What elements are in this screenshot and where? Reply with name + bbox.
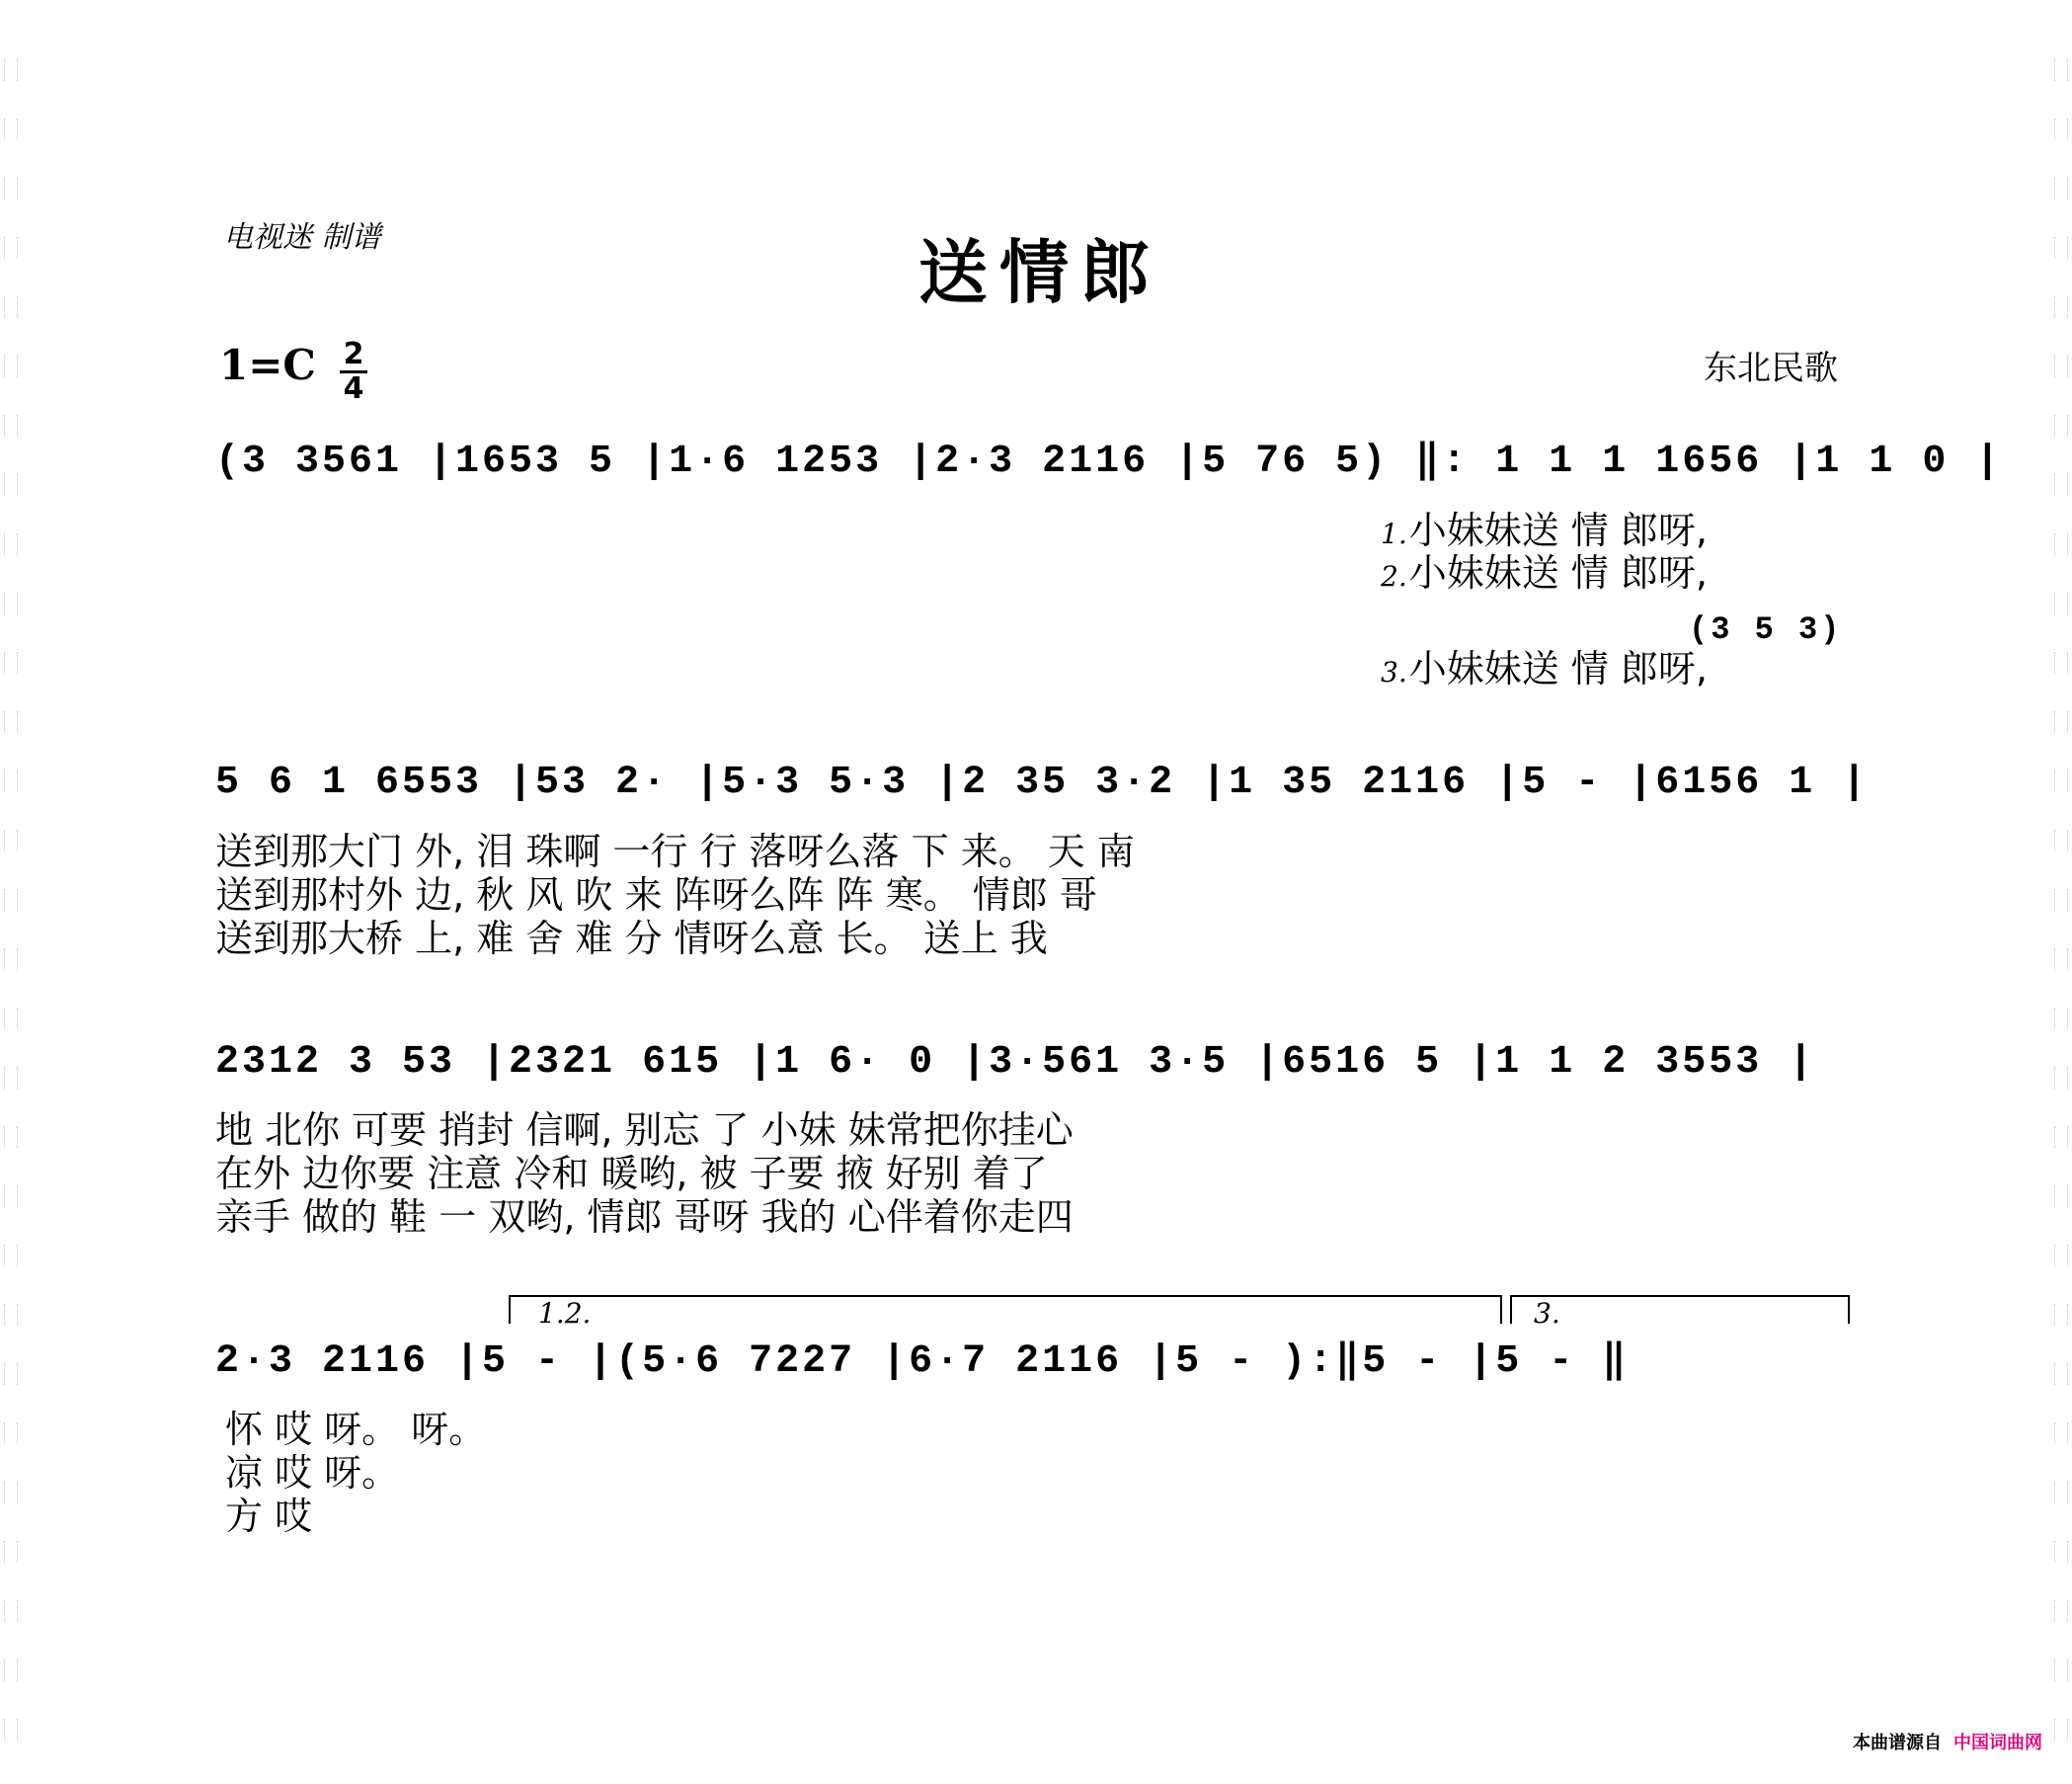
- watermark-mark: [2054, 474, 2068, 496]
- watermark-mark: [2054, 593, 2068, 614]
- watermark-mark: [4, 770, 18, 792]
- notation-line-1: (3 3561 |1653 5 |1·6 1253 |2·3 2116 |5 76 5) ‖: 1 1 1 1656 |1 1 0 |: [215, 440, 2003, 484]
- watermark-mark: [4, 652, 18, 674]
- watermark-mark: [2054, 948, 2068, 970]
- watermark-mark: [2054, 1067, 2068, 1089]
- volta-brackets: [0, 1284, 2072, 1343]
- watermark-mark: [4, 178, 18, 200]
- genre-label: 东北民歌: [1704, 349, 1838, 388]
- watermark-mark: [2054, 415, 2068, 437]
- watermark-mark: [4, 1422, 18, 1444]
- lyric-line-2-verse-2: 送到那村外 边, 秋 风 吹 来 阵呀么阵 阵 寒。 情郎 哥: [215, 873, 1097, 917]
- notation-line-4: 2·3 2116 |5 - |(5·6 7227 |6·7 2116 |5 - ):‖5 - |5 - ‖: [215, 1339, 1630, 1384]
- watermark-mark: [4, 1008, 18, 1029]
- watermark-mark: [4, 1245, 18, 1266]
- verse-number: 3.: [1381, 656, 1407, 689]
- lyric-text: 小妹妹送 情 郎呀,: [1408, 509, 1708, 552]
- watermark-mark: [4, 1185, 18, 1207]
- third-ending-bracket: [1511, 1296, 1849, 1324]
- watermark-mark: [2054, 1363, 2068, 1385]
- watermark-mark: [4, 889, 18, 911]
- verse-number: 2.: [1381, 560, 1407, 593]
- watermark-mark: [4, 830, 18, 851]
- right-watermark-strip: [2050, 0, 2072, 1784]
- watermark-mark: [2054, 59, 2068, 81]
- time-denominator: 4: [343, 371, 364, 406]
- watermark-mark: [4, 1126, 18, 1148]
- watermark-mark: [2054, 356, 2068, 377]
- lyric-line-3-verse-2: 在外 边你要 注意 冷和 暖哟, 被 子要 掖 好别 着了: [215, 1152, 1048, 1195]
- watermark-mark: [4, 59, 18, 81]
- watermark-mark: [2054, 830, 2068, 851]
- watermark-mark: [4, 1067, 18, 1089]
- time-numerator: 2: [343, 337, 364, 371]
- watermark-mark: [2054, 770, 2068, 792]
- watermark-mark: [4, 948, 18, 970]
- watermark-mark: [2054, 1482, 2068, 1503]
- watermark-mark: [2054, 1008, 2068, 1029]
- notation-line-3: 2312 3 53 |2321 615 |1 6· 0 |3·561 3·5 |6516 5 |1 1 2 3553 |: [215, 1040, 1816, 1085]
- watermark-mark: [2054, 119, 2068, 140]
- time-signature: [338, 339, 369, 405]
- watermark-mark: [4, 296, 18, 318]
- watermark-mark: [2054, 1126, 2068, 1148]
- lyric-line-4-verse-2: 凉 哎 呀。: [225, 1451, 400, 1495]
- lyric-text: 小妹妹送 情 郎呀,: [1408, 551, 1708, 595]
- watermark-mark: [2054, 296, 2068, 318]
- watermark-mark: [2054, 237, 2068, 259]
- key-signature: 1=C: [219, 341, 316, 389]
- volta-2-label: 3.: [1534, 1297, 1560, 1330]
- watermark-mark: [4, 1600, 18, 1622]
- watermark-mark: [4, 1541, 18, 1563]
- watermark-mark: [2054, 1245, 2068, 1266]
- watermark-mark: [2054, 711, 2068, 733]
- watermark-mark: [2054, 533, 2068, 555]
- watermark-mark: [4, 356, 18, 377]
- first-ending-bracket: [510, 1296, 1501, 1324]
- source-label: 本曲谱源自: [1853, 1733, 1942, 1753]
- watermark-mark: [4, 711, 18, 733]
- lyric-line-2-verse-3: 送到那大桥 上, 难 舍 难 分 情呀么意 长。 送上 我: [215, 917, 1048, 960]
- watermark-mark: [4, 237, 18, 259]
- lyric-line-3-verse-1: 地 北你 可要 捎封 信啊, 别忘 了 小妹 妹常把你挂心: [215, 1108, 1074, 1152]
- watermark-mark: [2054, 1600, 2068, 1622]
- volta-1-label: 1.2.: [538, 1297, 592, 1330]
- notation-line-2: 5 6 1 6553 |53 2· |5·3 5·3 |2 35 3·2 |1 35 2116 |5 - |6156 1 |: [215, 761, 1870, 805]
- lyric-line-1-verse-3: [1381, 647, 1708, 694]
- lyric-line-4-verse-1: 怀 哎 呀。 呀。: [225, 1408, 487, 1451]
- watermark-mark: [2054, 1719, 2068, 1741]
- left-watermark-strip: [0, 0, 22, 1784]
- lyric-line-1-verse-2: [1381, 551, 1708, 599]
- watermark-mark: [2054, 1541, 2068, 1563]
- watermark-mark: [2054, 178, 2068, 200]
- watermark-mark: [4, 1363, 18, 1385]
- watermark-mark: [2054, 1422, 2068, 1444]
- lyric-text: 小妹妹送 情 郎呀,: [1408, 647, 1708, 690]
- watermark-mark: [4, 1482, 18, 1503]
- arranger-credit: 电视迷 制谱: [223, 220, 381, 255]
- watermark-mark: [4, 533, 18, 555]
- watermark-mark: [2054, 1185, 2068, 1207]
- verse-number: 1.: [1381, 518, 1407, 550]
- watermark-mark: [4, 474, 18, 496]
- lyric-line-4-verse-3: 方 哎: [225, 1495, 313, 1538]
- watermark-mark: [4, 1660, 18, 1681]
- watermark-mark: [2054, 889, 2068, 911]
- watermark-mark: [4, 593, 18, 614]
- lyric-line-3-verse-3: 亲手 做的 鞋 一 双哟, 情郎 哥呀 我的 心伴着你走四: [215, 1195, 1074, 1239]
- watermark-mark: [4, 1719, 18, 1741]
- interlude-notes: (3 5 3): [1689, 611, 1843, 648]
- watermark-mark: [2054, 652, 2068, 674]
- song-title: 送情郎: [918, 231, 1161, 313]
- source-site-link[interactable]: 中国词曲网: [1953, 1733, 2042, 1753]
- lyric-line-1-verse-1: [1381, 509, 1708, 556]
- watermark-mark: [4, 119, 18, 140]
- lyric-line-2-verse-1: 送到那大门 外, 泪 珠啊 一行 行 落呀么落 下 来。 天 南: [215, 830, 1135, 873]
- watermark-mark: [2054, 1660, 2068, 1681]
- watermark-mark: [4, 415, 18, 437]
